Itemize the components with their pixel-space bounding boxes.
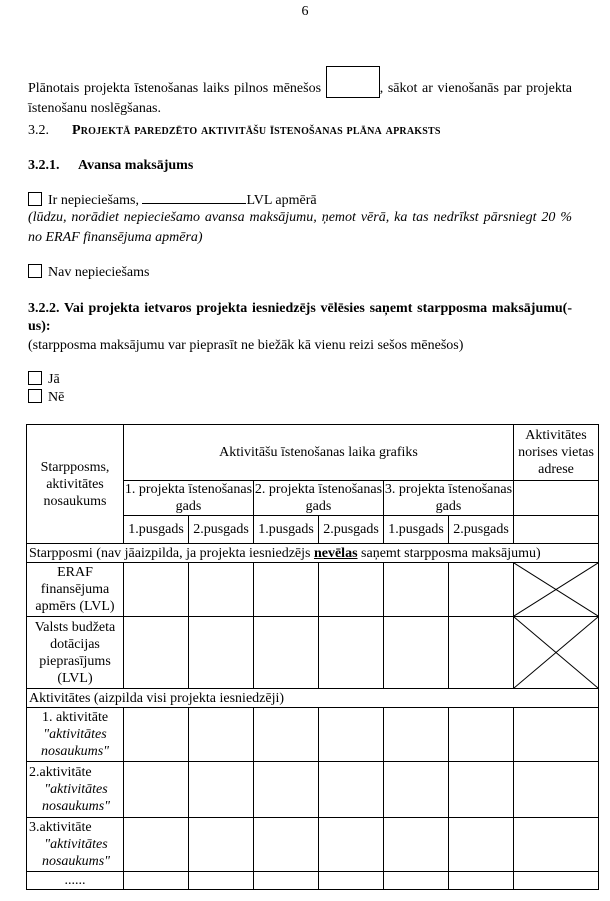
page-number: 6 (301, 4, 309, 19)
advance-no-checkbox[interactable] (28, 264, 42, 278)
table-cell[interactable] (254, 617, 319, 689)
activity-row-label (27, 818, 124, 872)
table-cell[interactable] (384, 762, 449, 818)
crossed-out-cell (514, 617, 599, 689)
table-cell[interactable] (189, 762, 254, 818)
duration-text-after: , sākot ar vienošanās par projekta īstenošanu noslēgšanas. (28, 81, 572, 116)
subsection-number: 3.2.2. (28, 301, 60, 316)
subsection-title: Vai projekta ietvaros projekta iesniedzējs vēlēsies saņemt starpposma maksājumu(-us): (28, 301, 572, 334)
section-number: 3.2. (28, 123, 49, 138)
table-cell[interactable] (514, 872, 599, 890)
table-cell[interactable] (319, 872, 384, 890)
table-cell[interactable] (254, 818, 319, 872)
crossed-out-cell (514, 563, 599, 617)
table-cell[interactable] (514, 762, 599, 818)
half-header: 2.pusgads (189, 516, 254, 544)
table-cell[interactable] (124, 872, 189, 890)
year-2-header: 2. projekta īstenošanas gads (254, 482, 383, 514)
activity-label: 2.aktivitāte (29, 765, 92, 780)
advance-yes-checkbox[interactable] (28, 192, 42, 206)
table-cell[interactable] (124, 818, 189, 872)
interim-no-checkbox[interactable] (28, 389, 42, 403)
table-cell[interactable] (319, 563, 384, 617)
table-cell[interactable] (449, 617, 514, 689)
location-cell[interactable] (514, 481, 599, 516)
activity-name: "aktivitātes nosaukums" (40, 727, 110, 759)
table-cell[interactable] (124, 762, 189, 818)
section-3-2-heading (28, 121, 572, 141)
table-cell[interactable] (189, 818, 254, 872)
table-cell[interactable] (384, 563, 449, 617)
section-text-emphasis: nevēlas (313, 545, 358, 561)
table-cell[interactable] (319, 617, 384, 689)
table-cell[interactable] (254, 872, 319, 890)
table-cell[interactable] (124, 617, 189, 689)
activities-section-row: Aktivitātes (aizpilda visi projekta iesniedzēji) (27, 689, 599, 708)
advance-amount-field[interactable] (142, 191, 246, 204)
subsection-number: 3.2.1. (28, 158, 60, 173)
ellipsis-cell: ...... (27, 872, 124, 890)
interim-note: (starpposma maksājumu var pieprasīt ne biežāk kā vienu reizi sešos mēnešos) (28, 338, 464, 353)
location-header: Aktivitātes norises vietas adrese (514, 425, 599, 481)
table-cell[interactable] (124, 708, 189, 762)
activity-row-label (27, 708, 124, 762)
table-cell[interactable] (254, 563, 319, 617)
table-cell[interactable] (124, 563, 189, 617)
interim-yes-option (28, 370, 572, 390)
table-cell[interactable] (254, 708, 319, 762)
half-header: 2.pusgads (319, 516, 384, 544)
interim-no-option (28, 388, 572, 408)
activity-name: "aktivitātes nosaukums" (41, 837, 111, 869)
activity-name: "aktivitātes nosaukums" (41, 782, 111, 814)
advance-yes-label: Ir nepieciešams, (48, 193, 139, 208)
table-cell[interactable] (189, 617, 254, 689)
table-cell[interactable] (189, 708, 254, 762)
activity-row-label (27, 762, 124, 818)
duration-months-field[interactable] (326, 66, 380, 98)
table-cell[interactable] (449, 708, 514, 762)
table-cell[interactable] (384, 872, 449, 890)
table-cell[interactable] (384, 818, 449, 872)
half-header: 1.pusgads (124, 516, 189, 544)
activity-label: 3.aktivitāte (29, 820, 92, 835)
advance-no-option (28, 263, 572, 283)
table-cell[interactable] (319, 818, 384, 872)
location-cell[interactable] (514, 516, 599, 544)
half-header: 2.pusgads (449, 516, 514, 544)
table-cell[interactable] (384, 617, 449, 689)
section-3-2-1-heading (28, 156, 572, 176)
table-cell[interactable] (189, 872, 254, 890)
table-cell[interactable] (449, 872, 514, 890)
row-label-eraf: ERAF finansējuma apmērs (LVL) (27, 563, 124, 617)
interim-yes-checkbox[interactable] (28, 371, 42, 385)
cross-mark-icon (514, 617, 598, 688)
advance-hint: (lūdzu, norādiet nepieciešamo avansa maksājumu, ņemot vērā, ka tas nedrīkst pārsniegt 20 % no ERAF finansējuma apmēra) (28, 210, 572, 245)
duration-text: Plānotais projekta īstenošanas laiks pilnos mēnešos (28, 81, 322, 96)
schedule-header: Aktivitāšu īstenošanas laika grafiks (124, 425, 514, 481)
table-cell[interactable] (254, 762, 319, 818)
starpposmi-section-row (27, 544, 599, 563)
col-label-header: Starpposms, aktivitātes nosaukums (27, 425, 124, 544)
section-text: saņemt starpposma maksājumu) (357, 545, 541, 561)
year-1-header: 1. projekta īstenošanas gads (124, 482, 253, 514)
duration-paragraph (28, 66, 572, 119)
section-title: Projektā paredzēto aktivitāšu īstenošanas plāna apraksts (72, 123, 441, 138)
year-3-header: 3. projekta īstenošanas gads (384, 482, 513, 514)
subsection-title: Avansa maksājums (78, 158, 194, 173)
table-cell[interactable] (514, 708, 599, 762)
activity-label: 1. aktivitāte (41, 710, 109, 725)
activity-schedule-table (26, 424, 599, 890)
table-cell[interactable] (449, 818, 514, 872)
table-cell[interactable] (189, 563, 254, 617)
half-header: 1.pusgads (254, 516, 319, 544)
row-label-budget: Valsts budžeta dotācijas pieprasījums (LVL) (27, 617, 124, 689)
advance-no-label: Nav nepieciešams (48, 265, 150, 280)
table-cell[interactable] (449, 563, 514, 617)
table-cell[interactable] (319, 708, 384, 762)
table-cell[interactable] (514, 818, 599, 872)
section-3-2-2-heading (28, 300, 572, 336)
section-text: Starpposmi (nav jāaizpilda, ja projekta iesniedzējs (29, 545, 314, 561)
table-cell[interactable] (384, 708, 449, 762)
cross-mark-icon (514, 563, 598, 616)
interim-yes-label: Jā (48, 372, 60, 387)
advance-yes-suffix: LVL apmērā (246, 193, 317, 208)
table-cell[interactable] (319, 762, 384, 818)
interim-no-label: Nē (48, 390, 65, 405)
half-header: 1.pusgads (384, 516, 449, 544)
table-cell[interactable] (449, 762, 514, 818)
